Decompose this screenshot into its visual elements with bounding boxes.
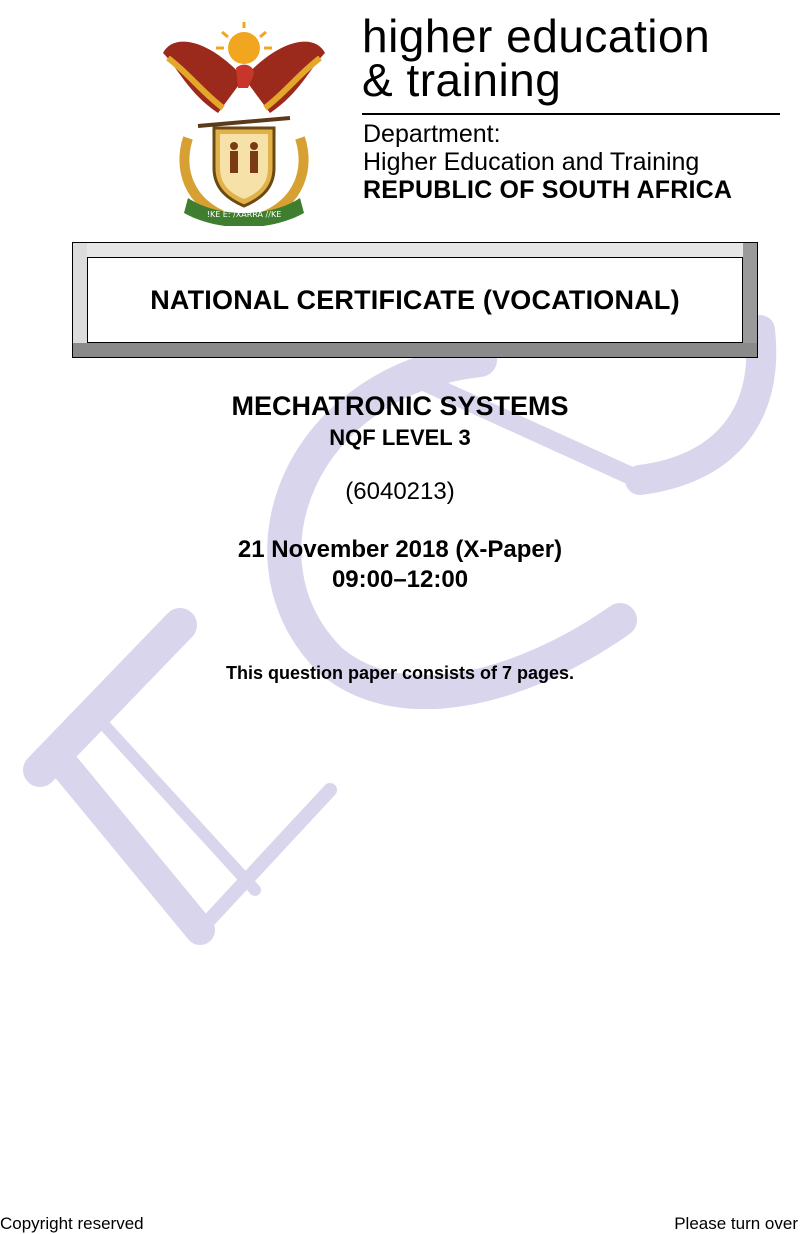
brand-title: higher education & training	[362, 10, 711, 106]
department-label: Department:	[363, 120, 501, 148]
certificate-banner	[72, 242, 758, 358]
subject-title: MECHATRONIC SYSTEMS	[231, 391, 569, 421]
department-name: Higher Education and Training	[363, 148, 700, 176]
turn-over-note: Please turn over	[674, 1214, 798, 1233]
header	[0, 0, 800, 230]
exam-time: 09:00–12:00	[331, 566, 469, 593]
certificate-title: NATIONAL CERTIFICATE (VOCATIONAL)	[150, 284, 680, 315]
coat-of-arms-icon	[158, 18, 330, 226]
brand-divider	[362, 113, 780, 115]
svg-text:!KE E: /XARRA //KE: !KE E: /XARRA //KE	[206, 210, 282, 219]
country-name: REPUBLIC OF SOUTH AFRICA	[363, 176, 733, 204]
page-count-note: This question paper consists of 7 pages.	[225, 663, 575, 683]
copyright-note: Copyright reserved	[0, 1214, 144, 1233]
exam-date: 21 November 2018 (X-Paper)	[237, 536, 563, 563]
department-block	[363, 120, 732, 204]
subject-code: (6040213)	[345, 478, 455, 505]
nqf-level: NQF LEVEL 3	[329, 425, 471, 450]
